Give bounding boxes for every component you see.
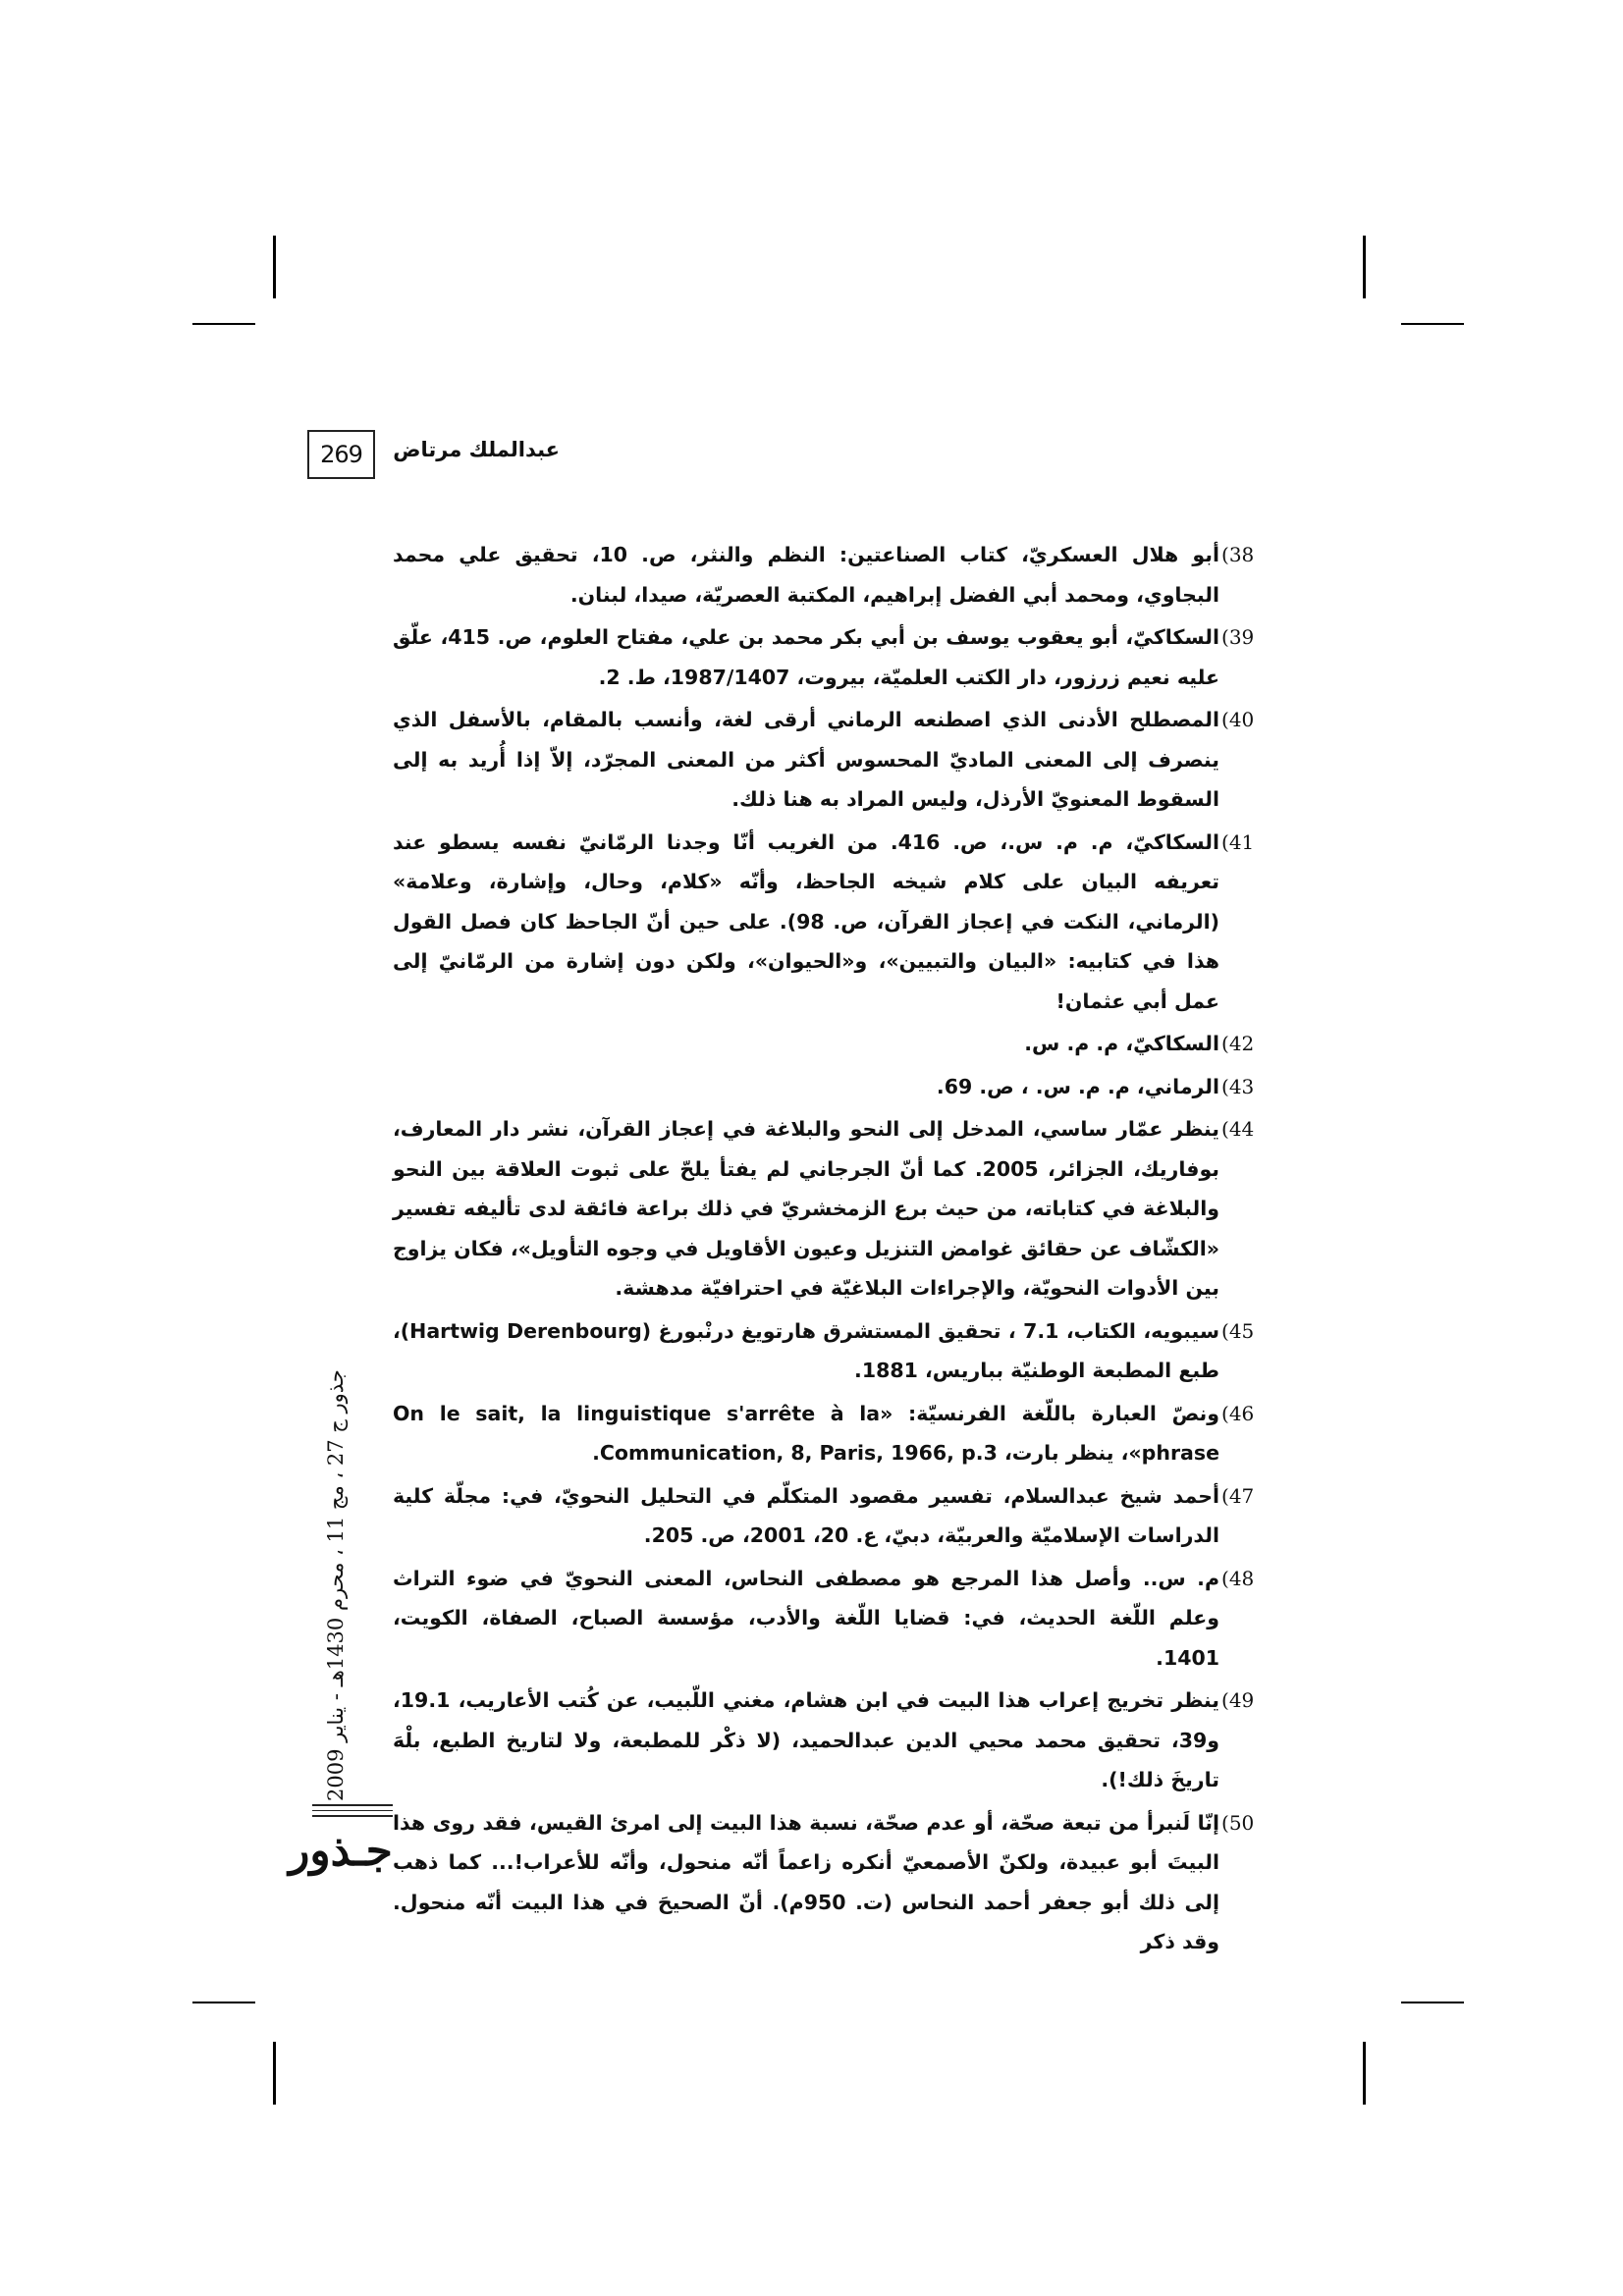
endnote-item (393, 535, 1257, 614)
endnote-item (393, 1559, 1257, 1679)
endnote-text: ينظر تخريج إعراب هذا البيت في ابن هشام، مغني اللّبيب، عن كُتب الأعاريب، 19.1، و39، تحقيق محمد محيي الدين عبدالحميد، (لا ذكْر للمطبعة، ولا لتاريخ الطبع، بلْهَ تاريخَ ذلك!). (393, 1688, 1219, 1791)
crop-mark-bottom-left-horizontal (192, 2002, 255, 2003)
crop-mark-bottom-left-vertical (273, 2042, 276, 2105)
endnote-item (393, 1803, 1257, 1962)
endnote-item (393, 1024, 1257, 1064)
endnote-number: 45) (1221, 1318, 1255, 1343)
endnote-number: 48) (1221, 1566, 1255, 1590)
crop-mark-top-right-vertical (1363, 236, 1366, 298)
crop-mark-bottom-right-vertical (1363, 2042, 1366, 2105)
endnote-item (393, 1476, 1257, 1556)
journal-logo: جـذور (289, 1826, 393, 1876)
endnote-number: 47) (1221, 1483, 1255, 1508)
endnote-item (393, 823, 1257, 1022)
running-title: عبدالملك مرتاض (393, 438, 560, 461)
endnote-number: 46) (1221, 1401, 1255, 1425)
endnote-text: م. س.. وأصل هذا المرجع هو مصطفى النحاس، المعنى النحويّ في ضوء التراث وعلم اللّغة الحديث، في: قضايا اللّغة والأدب، مؤسسة الصباح، الصفاة، الكويت، 1401. (393, 1566, 1219, 1670)
journal-citation: جذور ج 27 ، مج 11 ، محرم 1430هـ - يناير 2009 (324, 1369, 348, 1801)
crop-mark-bottom-right-horizontal (1401, 2002, 1464, 2003)
endnote-text: السكاكيّ، م. م. س.، ص. 416. من الغريب أنّا وجدنا الرمّانيّ نفسه يسطو عند تعريفه البيان على كلام شيخه الجاحظ، وأنّه «كلام، وحال، وإشارة، وعلامة» (الرماني، النكت في إعجاز القرآن، ص. 98). على حين أنّ الجاحظ كان فصل القول هذا في كتابيه: «البيان والتبيين»، و«الحيوان»، ولكن دون إشارة من الرمّانيّ إلى عمل أبي عثمان! (393, 829, 1220, 1013)
endnote-text: السكاكيّ، م. م. س. (1024, 1032, 1219, 1055)
endnote-item (393, 1067, 1257, 1107)
crop-mark-top-left-horizontal (192, 323, 255, 325)
crop-mark-top-right-horizontal (1401, 323, 1464, 325)
endnote-number: 40) (1221, 708, 1255, 731)
endnote-text: الرماني، م. م. س. ، ص. 69. (936, 1074, 1219, 1098)
endnote-number: 39) (1221, 625, 1255, 649)
endnote-text: إنّا لَنبرأ من تبعة صحّة، أو عدم صحّة، نسبة هذا البيت إلى امرئ القيس، فقد روى هذا البيتَ أبو عبيدة، ولكنّ الأصمعيّ أنكره زاعماً أنّه منحول، وأنّه للأعراب!... كما ذهب إلى ذلك أبو جعفر أحمد النحاس (ت. 950م). أنّ الصحيحَ في هذا البيت أنّه منحول. وقد ذكر (393, 1810, 1219, 1953)
endnote-item (393, 617, 1257, 697)
endnote-number: 49) (1221, 1688, 1255, 1712)
endnote-text: السكاكيّ، أبو يعقوب يوسف بن أبي بكر محمد بن علي، مفتاح العلوم، ص. 415، علّق عليه نعيم زرزور، دار الكتب العلميّة، بيروت، 1987/1407، ط. 2. (393, 625, 1219, 689)
endnote-number: 41) (1221, 829, 1255, 854)
endnote-text: ونصّ العبارة باللّغة الفرنسيّة: «On le sait, la linguistique s'arrête à la phrase»، ينظر بارت، Communication, 8, Paris, 1966, p.3. (393, 1401, 1219, 1465)
page-number: 269 (307, 430, 375, 479)
endnote-item (393, 1681, 1257, 1800)
endnote-item (393, 1109, 1257, 1308)
endnotes-list (393, 535, 1257, 1965)
endnote-number: 43) (1221, 1074, 1255, 1098)
endnote-text: سيبويه، الكتاب، 7.1 ، تحقيق المستشرق هارتويغ درنْبورغ (Hartwig Derenbourg)، طبع المطبعة الوطنيّة بباريس، 1881. (393, 1318, 1219, 1382)
endnote-item (393, 700, 1257, 820)
endnote-item (393, 1311, 1257, 1391)
endnote-item (393, 1394, 1257, 1473)
endnote-text: أحمد شيخ عبدالسلام، تفسير مقصود المتكلّم في التحليل النحويّ، في: مجلّة كلية الدراسات الإسلاميّة والعربيّة، دبيّ، ع. 20، 2001، ص. 205. (393, 1483, 1219, 1547)
double-rule (312, 1804, 393, 1821)
endnote-text: أبو هلال العسكريّ، كتاب الصناعتين: النظم والنثر، ص. 10، تحقيق علي محمد البجاوي، ومحمد أبي الفضل إبراهيم، المكتبة العصريّة، صيدا، لبنان. (393, 543, 1219, 607)
endnote-number: 42) (1221, 1032, 1255, 1055)
endnote-text: المصطلح الأدنى الذي اصطنعه الرماني أرقى لغة، وأنسب بالمقام، بالأسفل الذي ينصرف إلى المعنى الماديّ المحسوس أكثر من المعنى المجرّد، إلاّ إذا أُريد به إلى السقوط المعنويّ الأرذل، وليس المراد به هنا ذلك. (393, 708, 1219, 811)
endnote-number: 44) (1221, 1117, 1255, 1141)
endnote-number: 50) (1221, 1810, 1255, 1835)
endnote-text: ينظر عمّار ساسي، المدخل إلى النحو والبلاغة في إعجاز القرآن، نشر دار المعارف، بوفاريك، الجزائر، 2005. كما أنّ الجرجاني لم يفتأ يلحّ على ثبوت العلاقة بين النحو والبلاغة في كتاباته، من حيث برع الزمخشريّ في ذلك براعة فائقة لدى تأليفه تفسير «الكشّاف عن حقائق غوامض التنزيل وعيون الأقاويل في وجوه التأويل»، فكان يزاوج بين الأدوات النحويّة، والإجراءات البلاغيّة في احترافيّة مدهشة. (393, 1117, 1219, 1300)
endnote-number: 38) (1221, 543, 1255, 566)
crop-mark-top-left-vertical (273, 236, 276, 298)
